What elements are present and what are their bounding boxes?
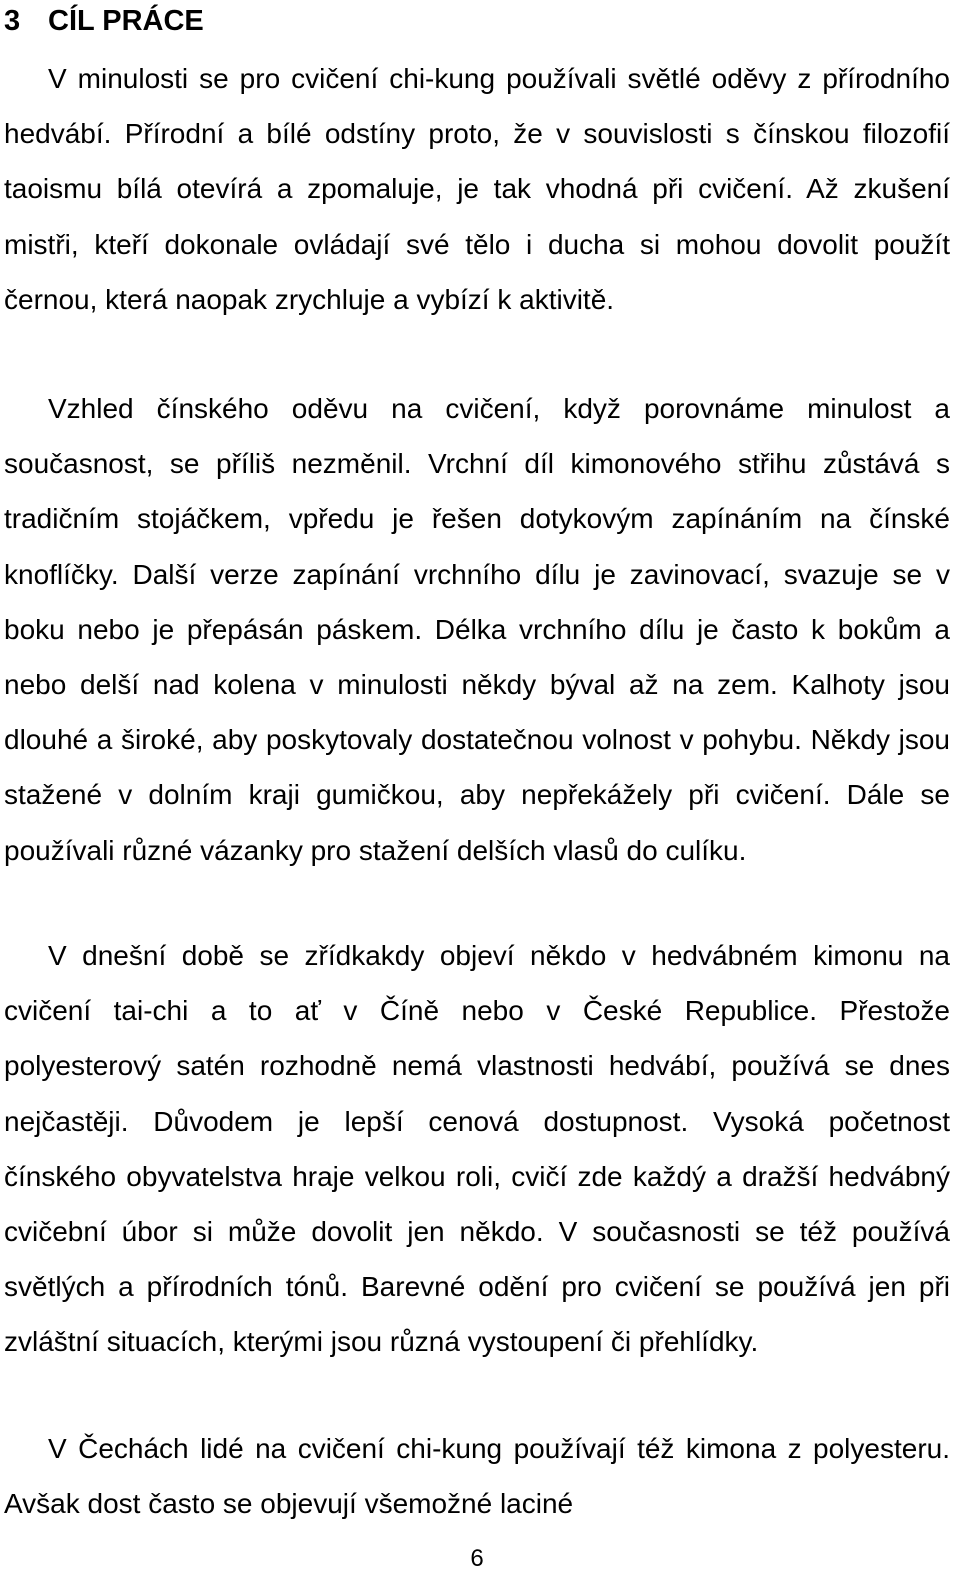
paragraph-4: V Čechách lidé na cvičení chi-kung používají též kimona z polyesteru. Avšak dost často se objevují všemožné laciné <box>4 1433 950 1520</box>
paragraph-3: V dnešní době se zřídkakdy objeví někdo v hedvábném kimonu na cvičení tai-chi a to ať v Číně nebo v České Republice. Přestože polyesterový satén rozhodně nemá vlastnosti hedvábí, používá se dnes nejčastěji. Důvodem je lepší cenová dostupnost. Vysoká početnost čínského obyvatelstva hraje velkou roli, cvičí zde každý a dražší hedvábný cvičební úbor si může dovolit jen někdo. V současnosti se též používá světlých a přírodních tónů. Barevné odění pro cvičení se používá jen při zvláštní situacích, kterými jsou různá vystoupení či přehlídky. <box>4 940 950 1358</box>
paragraph-1: V minulosti se pro cvičení chi-kung používali světlé oděvy z přírodního hedvábí. Přírodní a bílé odstíny proto, že v souvislosti s čínskou filozofií taoismu bílá otevírá a zpomaluje, je tak vhodná při cvičení. Až zkušení mistři, kteří dokonale ovládají své tělo i ducha si mohou dovolit použít černou, která naopak zrychluje a vybízí k aktivitě. <box>4 63 950 315</box>
page-number: 6 <box>470 1545 484 1572</box>
chapter-heading <box>4 0 204 42</box>
chapter-title: CÍL PRÁCE <box>48 5 204 37</box>
paragraph-2: Vzhled čínského oděvu na cvičení, když porovnáme minulost a současnost, se příliš nezměnil. Vrchní díl kimonového střihu zůstává s tradičním stojáčkem, vpředu je řešen dotykovým zapínáním na čínské knoflíčky. Další verze zapínání vrchního dílu je zavinovací, svazuje se v boku nebo je přepásán páskem. Délka vrchního dílu je často k bokům a nebo delší nad kolena v minulosti někdy býval až na zem. Kalhoty jsou dlouhé a široké, aby poskytovaly dostatečnou volnost v pohybu. Někdy jsou stažené v dolním kraji gumičkou, aby nepřekážely při cvičení. Dále se používali různé vázanky pro stažení delších vlasů do culíku. <box>4 393 950 866</box>
chapter-number: 3 <box>4 5 21 37</box>
